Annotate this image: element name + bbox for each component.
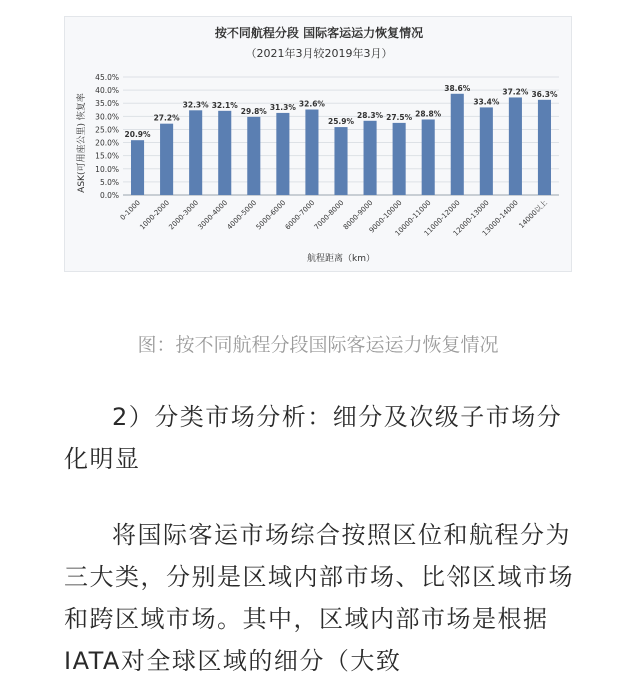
bar — [509, 97, 522, 195]
x-tick-label: 2000-3000 — [167, 198, 201, 232]
bar-value-label: 36.3% — [531, 89, 558, 99]
bar — [334, 127, 347, 195]
bar-chart — [65, 17, 573, 273]
x-tick-label: 3000-4000 — [196, 198, 230, 232]
bar — [538, 100, 551, 195]
x-tick-label: 0-1000 — [118, 198, 142, 222]
y-tick-label: 0.0% — [99, 191, 119, 200]
bar — [422, 119, 435, 195]
bar-value-label: 27.5% — [386, 112, 413, 122]
bar — [364, 121, 377, 195]
y-tick-label: 20.0% — [95, 138, 119, 148]
bar — [189, 110, 202, 195]
bar — [393, 123, 406, 195]
bar-value-label: 37.2% — [502, 87, 529, 97]
bar-value-label: 29.8% — [240, 106, 267, 116]
bar-value-label: 31.3% — [269, 102, 296, 112]
bar — [451, 94, 464, 195]
bar-value-label: 20.9% — [124, 130, 151, 140]
y-tick-label: 40.0% — [95, 86, 119, 96]
x-tick-label: 8000-9000 — [341, 198, 375, 232]
bar — [247, 117, 260, 195]
bar — [160, 124, 173, 195]
bar-value-label: 32.3% — [182, 100, 209, 110]
y-tick-label: 15.0% — [95, 151, 119, 161]
bar — [131, 140, 144, 195]
chart-panel — [64, 16, 572, 272]
figure-caption: 图：按不同航程分段国际客运运力恢复情况 — [137, 334, 499, 356]
section-heading: 2）分类市场分析：细分及次级子市场分化明显 — [64, 403, 563, 473]
y-tick-label: 35.0% — [95, 99, 119, 109]
x-tick-label: 4000-5000 — [225, 198, 259, 232]
x-tick-label: 7000-8000 — [312, 198, 346, 232]
bar — [218, 111, 231, 195]
bar — [276, 113, 289, 195]
x-tick-label: 9000-10000 — [367, 198, 404, 235]
x-tick-label: 14000以上 — [517, 198, 549, 231]
y-tick-label: 10.0% — [95, 164, 119, 174]
y-tick-label: 25.0% — [95, 125, 119, 135]
bar-value-label: 38.6% — [444, 83, 471, 93]
x-tick-label: 13000-14000 — [480, 198, 520, 238]
body-paragraph: 将国际客运市场综合按照区位和航程分为三大类，分别是区域内部市场、比邻区域市场和跨区域市场。其中，区域内部市场是根据IATA对全球区域的细分（大致 — [64, 521, 574, 675]
x-tick-label: 1000-2000 — [138, 198, 172, 232]
bar-value-label: 32.6% — [298, 99, 325, 109]
x-tick-label: 5000-6000 — [254, 198, 288, 232]
x-tick-label: 11000-12000 — [422, 198, 462, 238]
y-tick-label: 45.0% — [95, 73, 119, 82]
y-axis-label: ASK(可用座公里) 恢复率 — [77, 93, 87, 193]
x-tick-label: 10000-11000 — [393, 198, 433, 238]
bar-value-label: 32.1% — [211, 100, 238, 110]
chart-subtitle: （2021年3月较2019年3月） — [245, 47, 393, 60]
bar — [480, 107, 493, 195]
x-axis-label: 航程距离（km） — [307, 254, 375, 264]
bar-value-label: 27.2% — [153, 113, 180, 123]
bar-value-label: 25.9% — [327, 117, 355, 127]
y-tick-label: 5.0% — [99, 177, 119, 187]
x-tick-label: 12000-13000 — [451, 198, 491, 238]
bar-value-label: 33.4% — [473, 97, 500, 107]
bar — [305, 110, 318, 195]
chart-title: 按不同航程分段 国际客运运力恢复情况 — [214, 26, 424, 40]
x-tick-label: 6000-7000 — [283, 198, 317, 232]
y-tick-label: 30.0% — [95, 112, 119, 122]
bar-value-label: 28.3% — [357, 110, 384, 120]
bar-value-label: 28.8% — [415, 109, 442, 119]
